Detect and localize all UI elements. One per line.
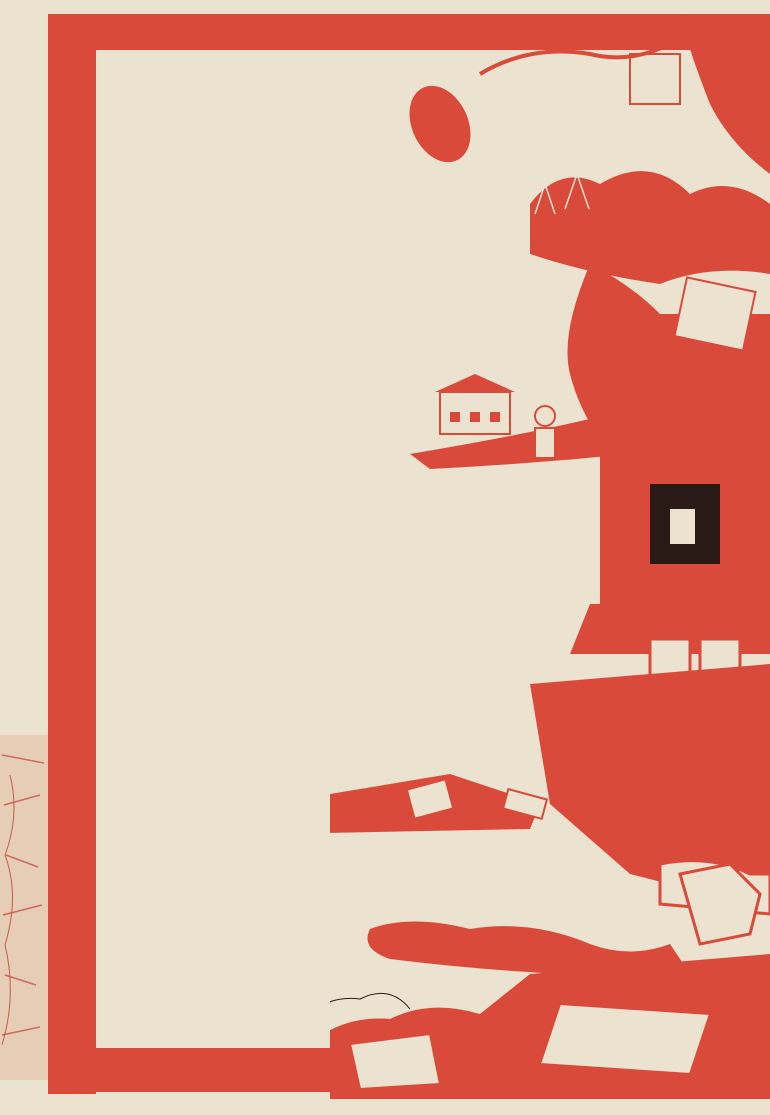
poem-text	[101, 64, 641, 78]
bottom-border-pattern	[48, 1048, 348, 1092]
illustration-column	[330, 14, 770, 1099]
hand-drawing	[398, 76, 483, 172]
adjacent-page-sketch	[0, 735, 48, 1080]
left-border-pattern	[48, 14, 96, 1094]
